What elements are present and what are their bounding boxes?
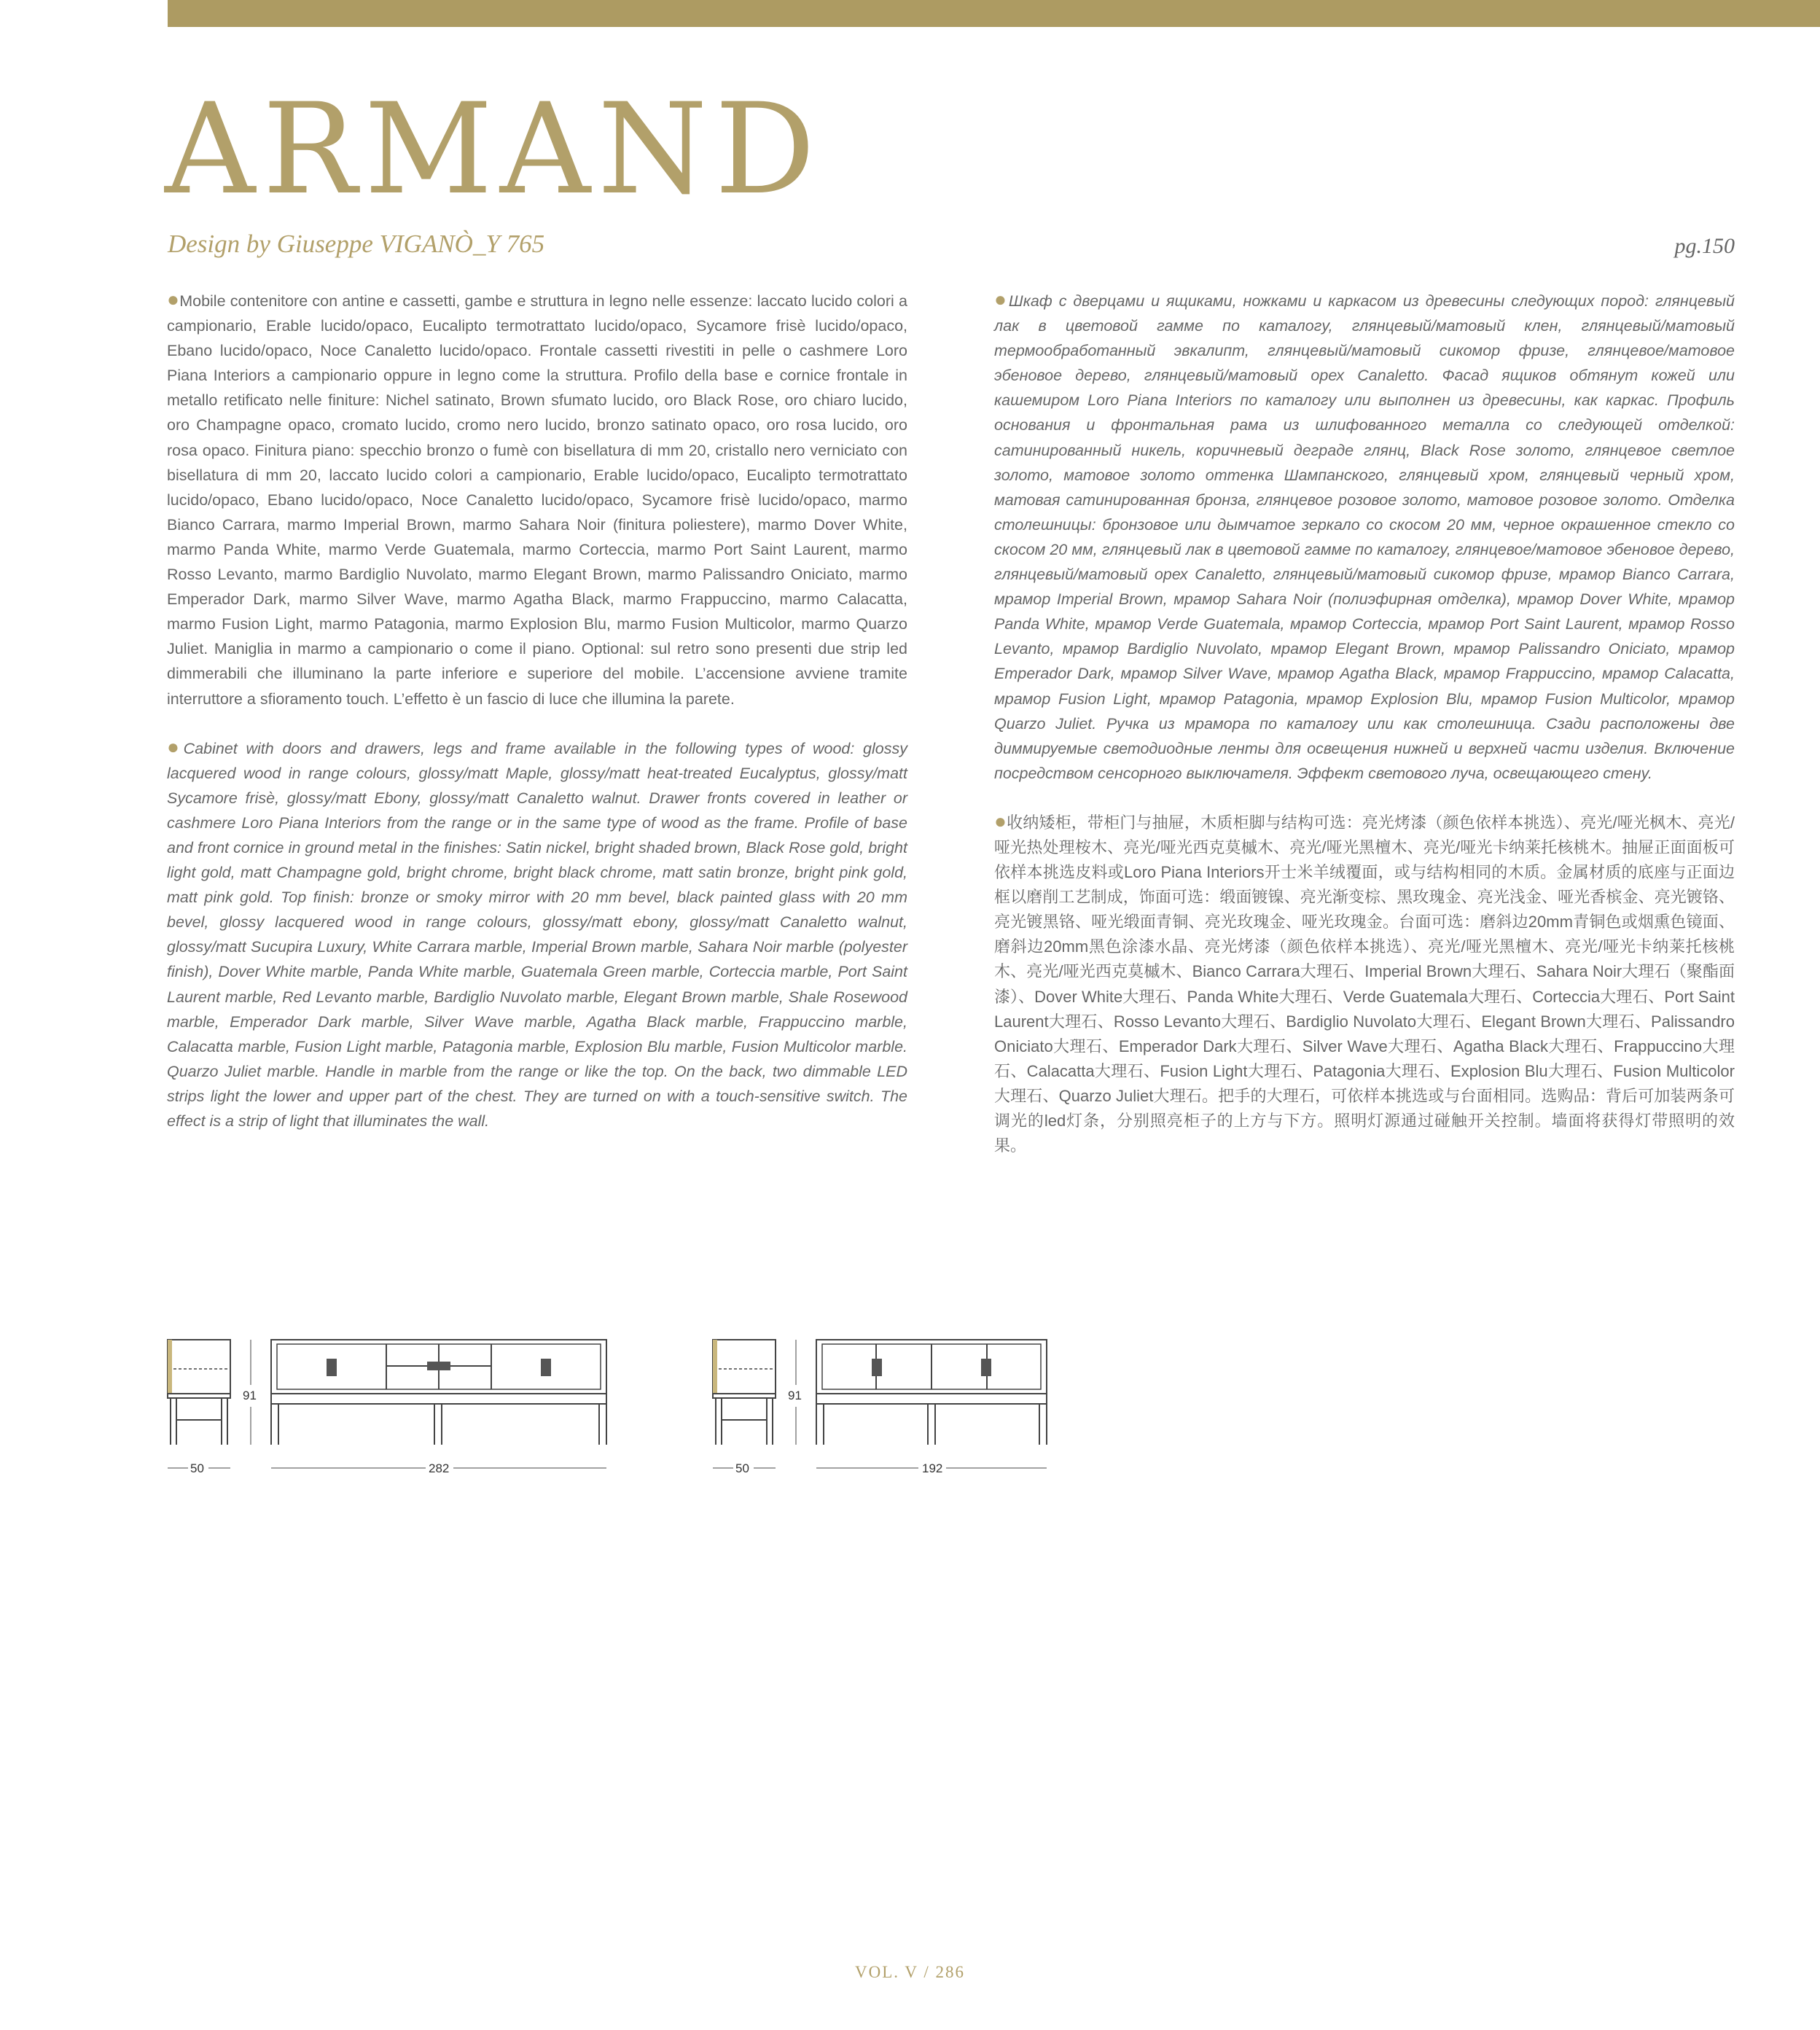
- left-text-column: [167, 289, 907, 1158]
- top-accent-bar: [168, 0, 1820, 27]
- small-side-view: [713, 1340, 776, 1445]
- technical-drawings: [160, 1327, 1064, 1487]
- small-depth-label: 50: [735, 1461, 749, 1475]
- chinese-text: 收纳矮柜，带柜门与抽屉，木质柜脚与结构可选：亮光烤漆（颜色依样本挑选）、亮光/哑光枫木、亮光/哑光热处理桉木、亮光/哑光西克莫槭木、亮光/哑光黑檀木、亮光/哑光卡纳莱托核桃木。抽屉正面面板可依样本挑选皮料或Loro Piana Interiors开士米羊绒覆面，或与结构相同的木质。金属材质的底座与正面边框以磨削工艺制成，饰面可选：缎面镀镍、亮光渐变棕、黑玫瑰金、亮光浅金、哑光香槟金、亮光镀铬、亮光镀黑铬、哑光缎面青铜、亮光玫瑰金、哑光玫瑰金。台面可选：磨斜边20mm青铜色或烟熏色镜面、磨斜边20mm黑色涂漆水晶、亮光烤漆（颜色依样本挑选）、亮光/哑光黑檀木、亮光/哑光卡纳莱托核桃木、亮光/哑光西克莫槭木、Bianco Carrara大理石、Imperial Brown大理石、Sahara Noir大理石（聚酯面漆）、Dover White大理石、Panda White大理石、Verde Guatemala大理石、Corteccia大理石、Port Saint Laurent大理石、Rosso Levanto大理石、Bardiglio Nuvolato大理石、Elegant Brown大理石、Palissandro Oniciato大理石、Emperador Dark大理石、Silver Wave大理石、Agatha Black大理石、Frappuccino大理石、Calacatta大理石、Fusion Light大理石、Patagonia大理石、Explosion Blu大理石、Fusion Multicolor大理石、Quarzo Juliet大理石。把手的大理石，可依样本挑选或与台面相同。选购品：背后可加装两条可调光的led灯条，分别照亮柜子的上方与下方。照明灯源通过碰触开关控制。墙面将获得灯带照明的效果。: [994, 813, 1735, 1155]
- small-front-view: [816, 1340, 1047, 1445]
- bullet-icon: ●: [167, 735, 184, 758]
- small-width-label: 192: [922, 1461, 943, 1475]
- bullet-icon: ●: [994, 809, 1007, 832]
- description-english: [167, 736, 907, 1134]
- bullet-icon: ●: [167, 288, 180, 311]
- dimension-drawing-svg: [160, 1327, 1064, 1487]
- page-footer: VOL. V / 286: [855, 1963, 965, 1981]
- small-model-drawing: [713, 1340, 1047, 1468]
- italian-text: Mobile contenitore con antine e cassetti, gambe e struttura in legno nelle essenze: laccato lucido colori a campionario, Erable lucido/opaco, Eucalipto termotrattato lucido/opaco, Sycamore frisè lucido/opaco, Ebano lucido/opaco, Noce Canaletto lucido/opaco. Frontale cassetti rivestiti in pelle o cashmere Loro Piana Interiors a campionario oppure in legno come la struttura. Profilo della base e cornice frontale in metallo retificato nelle finiture: Nichel satinato, Brown sfumato lucido, oro Black Rose, oro chiaro lucido, oro Champagne opaco, cromato lucido, cromo nero lucido, bronzo satinato opaco, oro rosa lucido, oro rosa opaco. Finitura piano: specchio bronzo o fumè con bisellatura di mm 20, cristallo nero verniciato con bisellatura di mm 20, laccato lucido colori a campionario, Erable lucido/opaco, Eucalipto termotrattato lucido/opaco, Ebano lucido/opaco, Noce Canaletto lucido/opaco, Sycamore frisè lucido/opaco, marmo Bianco Carrara, marmo Imperial Brown, marmo Sahara Noir (finitura poliestere), marmo Dover White, marmo Panda White, marmo Verde Guatemala, marmo Corteccia, marmo Port Saint Laurent, marmo Rosso Levanto, marmo Bardiglio Nuvolato, marmo Elegant Brown, marmo Palissandro Oniciato, marmo Emperador Dark, marmo Silver Wave, marmo Agatha Black, marmo Frappuccino, marmo Calacatta, marmo Fusion Light, marmo Patagonia, marmo Explosion Blu, marmo Fusion Multicolor, marmo Quarzo Juliet. Maniglia in marmo a campionario o come il piano. Optional: sul retro sono presenti due strip led dimmerabili che illuminano la parte inferiore e superiore del mobile. L’accensione avviene tramite interruttore a sfioramento touch. L’effetto è un fascio di luce che illumina la parete.: [167, 292, 907, 708]
- description-russian: [994, 289, 1735, 786]
- right-text-column: [994, 289, 1735, 1183]
- description-italian: [167, 289, 907, 711]
- large-depth-label: 50: [190, 1461, 204, 1475]
- large-model-drawing: [168, 1340, 606, 1468]
- large-height-label: 91: [243, 1389, 257, 1402]
- small-height-label: 91: [788, 1389, 802, 1402]
- bullet-icon: ●: [994, 288, 1009, 311]
- large-side-view: [168, 1340, 230, 1445]
- description-chinese: [994, 811, 1735, 1158]
- designer-subtitle: Design by Giuseppe VIGANÒ_Y 765: [168, 230, 545, 258]
- page-reference: pg.150: [1674, 234, 1735, 258]
- large-width-label: 282: [429, 1461, 450, 1475]
- large-front-view: [271, 1340, 606, 1445]
- russian-text: Шкаф с дверцами и ящиками, ножками и каркасом из древесины следующих пород: глянцевый лак в цветовой гамме по каталогу, глянцевый/матовый клен, глянцевый/матовый термообработанный эвкалипт, глянцевый/матовый сикомор фризе, глянцевое/матовое эбеновое дерево, глянцевый/матовый орех Canaletto. Фасад ящиков обтянут кожей или кашемиром Loro Piana Interiors по каталогу или выполнен из древесины, как каркас. Профиль основания и фронтальная рама из шлифованного металла со следующей отделкой: сатинированный никель, коричневый деграде глянц, Black Rose золото, глянцевое светлое золото, матовое золото оттенка Шампанского, глянцевый хром, глянцевый черный хром, матовая сатинированная бронза, глянцевое розовое золото, матовое розовое золото. Отделка столешницы: бронзовое или дымчатое зеркало со скосом 20 мм, черное окрашенное стекло со скосом 20 мм, глянцевый лак в цветовой гамме по каталогу, глянцевое/матовое эбеновое дерево, глянцевый/матовый орех Canaletto, глянцевый/матовый сикомор фризе, мрамор Bianco Carrara, мрамор Imperial Brown, мрамор Sahara Noir (полиэфирная отделка), мрамор Dover White, мрамор Panda White, мрамор Verde Guatemala, мрамор Corteccia, мрамор Port Saint Laurent, мрамор Rosso Levanto, мрамор Bardiglio Nuvolato, мрамор Elegant Brown, мрамор Palissandro Oniciato, мрамор Emperador Dark, мрамор Silver Wave, мрамор Agatha Black, мрамор Frappuccino, мрамор Calacatta, мрамор Fusion Light, мрамор Patagonia, мрамор Explosion Blu, мрамор Fusion Multicolor, мрамор Quarzo Juliet. Ручка из мрамора по каталогу или как столешница. Сзади расположены две диммируемые светодиодные ленты для освещения нижней и верхней части изделия. Включение посредством сенсорного выключателя. Эффект светового луча, освещающего стену.: [994, 292, 1735, 782]
- product-title: ARMAND: [165, 76, 823, 222]
- english-text: Cabinet with doors and drawers, legs and frame available in the following types of wood: glossy lacquered wood in range colours, glossy/matt Maple, glossy/matt heat-treated Eucalyptus, glossy/matt Sycamore frisè, glossy/matt Ebony, glossy/matt Canaletto walnut. Drawer fronts covered in leather or cashmere Loro Piana Interiors from the range or in the same type of wood as the frame. Profile of base and front cornice in ground metal in the finishes: Satin nickel, bright shaded brown, Black Rose gold, bright light gold, matt Champagne gold, bright chrome, bright black chrome, matt satin bronze, bright pink gold, matt pink gold. Top finish: bronze or smoky mirror with 20 mm bevel, black painted glass with 20 mm bevel, glossy lacquered wood in range colours, glossy/matt ebony, glossy/matt Canaletto walnut, glossy/matt Sucupira Luxury, White Carrara marble, Imperial Brown marble, Sahara Noir marble (polyester finish), Dover White marble, Panda White marble, Guatemala Green marble, Corteccia marble, Port Saint Laurent marble, Red Levanto marble, Bardiglio Nuvolato marble, Elegant Brown marble, Shale Rosewood marble, Emperador Dark marble, Silver Wave marble, Agatha Black marble, Frappuccino marble, Calacatta marble, Fusion Light marble, Patagonia marble, Explosion Blu marble, Fusion Multicolor marble. Quarzo Juliet marble. Handle in marble from the range or like the top. On the back, two dimmable LED strips light the lower and upper part of the chest. They are turned on with a touch-sensitive switch. The effect is a strip of light that illuminates the wall.: [167, 739, 907, 1130]
